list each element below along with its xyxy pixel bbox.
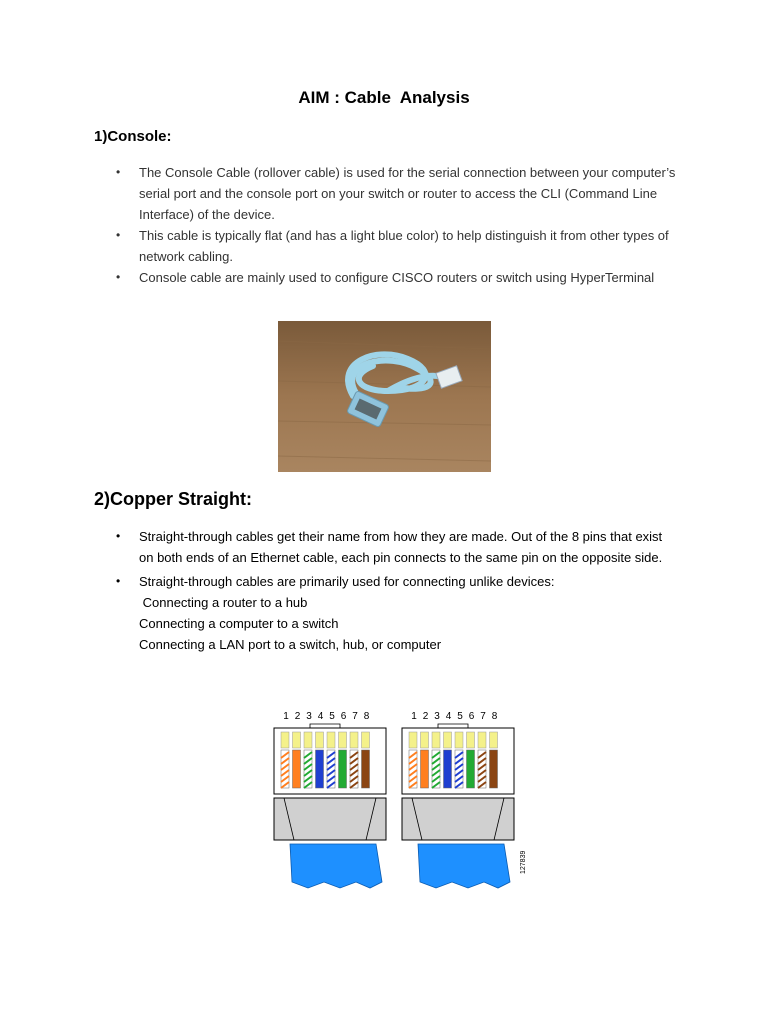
sub-line: Connecting a router to a hub [139,595,308,610]
pin-number-label: 7 [480,711,486,722]
bullet-icon: • [116,529,121,543]
list-item: • Console cable are mainly used to configure CISCO routers or switch using HyperTerminal [116,267,676,288]
list-item: • This cable is typically flat (and has a light blue color) to help distinguish it from other types of network cabling. [116,225,676,267]
pin-number-label: 1 [283,711,289,722]
wire [293,732,301,788]
wire [421,732,429,788]
pin-number-label: 2 [422,711,429,722]
rj45-plug-right [402,711,514,888]
list-item: • Straight-through cables get their name from how they are made. Out of the 8 pins that exist on both ends of an Ethernet cable, each pin connects to the same pin on the opposite side. [116,526,676,568]
section-heading-console: 1)Console: [94,128,172,145]
rj45-straight-through-diagram [270,704,532,896]
key-bracket [438,724,468,728]
cable-jacket [418,844,510,888]
bullet-icon: • [116,228,121,242]
wire [362,732,370,788]
wire [455,732,463,788]
wire [432,732,440,788]
wire [409,732,417,788]
wire [444,732,452,788]
wire [490,732,498,788]
figure-id-label: 127839 [520,850,527,874]
page-title: AIM : Cable Analysis [298,88,470,107]
pin-number-label: 2 [294,711,301,722]
pin-number-label: 3 [434,711,440,722]
pin-number-label: 4 [317,711,324,722]
bullet-icon: • [116,270,121,284]
wire [339,732,347,788]
pin-number-label: 8 [363,711,370,722]
section-heading-copper-straight: 2)Copper Straight: [94,489,253,509]
copper-straight-bullet-list [116,526,676,655]
wire [281,732,289,788]
wire [316,732,324,788]
pin-number-label: 6 [340,711,347,722]
pin-number-label: 7 [352,711,358,722]
wire [304,732,312,788]
wire [327,732,335,788]
plug-boot [274,798,386,840]
list-item: • Straight-through cables are primarily used for connecting unlike devices: Connecting a router to a hub Connecting a computer to a switch Connecting a LAN port to a switch, hub, or computer [116,571,676,655]
pin-number-label: 8 [491,711,498,722]
pin-number-label: 5 [457,711,463,722]
console-bullet-list [116,162,676,288]
list-item: • The Console Cable (rollover cable) is used for the serial connection between your computer’s serial port and the console port on your switch or router to access the CLI (Command Line Interface) of the device. [116,162,676,225]
pin-number-label: 5 [329,711,335,722]
pin-number-label: 3 [306,711,312,722]
wire [467,732,475,788]
bullet-icon: • [116,574,121,588]
rj45-plug-left [274,711,386,888]
wire [478,732,486,788]
plug-boot [402,798,514,840]
pin-number-label: 6 [468,711,475,722]
console-cable-photo [278,321,491,472]
wire [350,732,358,788]
sub-line: Connecting a LAN port to a switch, hub, or computer [139,637,442,652]
pin-number-label: 1 [411,711,417,722]
bullet-icon: • [116,165,121,179]
cable-jacket [290,844,382,888]
key-bracket [310,724,340,728]
sub-line: Connecting a computer to a switch [139,616,339,631]
pin-number-label: 4 [445,711,452,722]
